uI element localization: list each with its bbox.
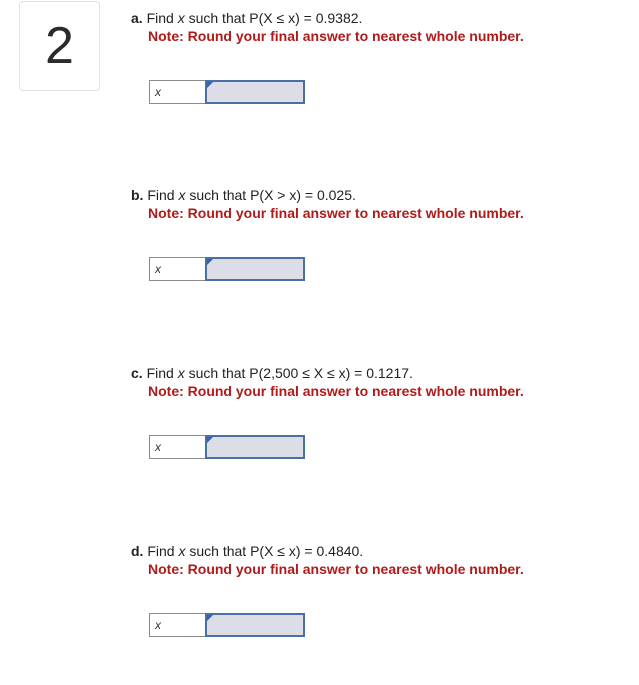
prompt-text: such that xyxy=(184,10,250,26)
part-d-answer-input-box[interactable] xyxy=(205,613,305,637)
part-d-answer-input[interactable] xyxy=(207,615,303,635)
part-b xyxy=(131,186,611,276)
part-a-answer-input-box[interactable] xyxy=(205,80,305,104)
prompt-text: Find xyxy=(142,365,178,381)
prompt-expression: P(X ≤ x) = 0.9382. xyxy=(249,10,363,26)
prompt-variable: x xyxy=(178,187,186,203)
part-b-prompt xyxy=(131,186,611,204)
part-c-answer-row xyxy=(149,435,307,459)
part-a xyxy=(131,9,611,99)
prompt-text: such that xyxy=(185,187,251,203)
part-letter: b. xyxy=(131,187,144,203)
prompt-expression: P(X ≤ x) = 0.4840. xyxy=(250,543,364,559)
answer-variable-label: x xyxy=(149,613,205,637)
answer-variable-label: x xyxy=(149,80,205,104)
prompt-expression: P(2,500 ≤ X ≤ x) = 0.1217. xyxy=(249,365,413,381)
part-c-prompt xyxy=(131,364,611,382)
part-d xyxy=(131,542,611,632)
prompt-text: Find xyxy=(143,187,179,203)
part-a-answer-input[interactable] xyxy=(207,82,303,102)
prompt-text: such that xyxy=(185,543,251,559)
prompt-variable: x xyxy=(178,543,186,559)
prompt-variable: x xyxy=(177,365,185,381)
prompt-text: such that xyxy=(184,365,250,381)
part-c-answer-input[interactable] xyxy=(207,437,303,457)
answer-variable-label: x xyxy=(149,257,205,281)
part-a-answer-row xyxy=(149,80,307,104)
part-d-note: Note: Round your final answer to nearest whole number. xyxy=(148,561,524,577)
part-b-answer-input-box[interactable] xyxy=(205,257,305,281)
part-letter: d. xyxy=(131,543,144,559)
part-letter: c. xyxy=(131,365,143,381)
part-a-prompt xyxy=(131,9,611,27)
part-c-answer-input-box[interactable] xyxy=(205,435,305,459)
prompt-text: Find xyxy=(143,543,179,559)
part-letter: a. xyxy=(131,10,143,26)
prompt-expression: P(X > x) = 0.025. xyxy=(250,187,356,203)
part-d-prompt xyxy=(131,542,611,560)
question-number-box xyxy=(19,1,100,91)
prompt-text: Find xyxy=(142,10,178,26)
prompt-variable: x xyxy=(177,10,185,26)
question-number: 2 xyxy=(45,17,74,75)
part-b-answer-row xyxy=(149,257,307,281)
part-b-note: Note: Round your final answer to nearest whole number. xyxy=(148,205,524,221)
part-a-note: Note: Round your final answer to nearest whole number. xyxy=(148,28,524,44)
part-c-note: Note: Round your final answer to nearest whole number. xyxy=(148,383,524,399)
part-c xyxy=(131,364,611,454)
part-b-answer-input[interactable] xyxy=(207,259,303,279)
answer-variable-label: x xyxy=(149,435,205,459)
part-d-answer-row xyxy=(149,613,307,637)
